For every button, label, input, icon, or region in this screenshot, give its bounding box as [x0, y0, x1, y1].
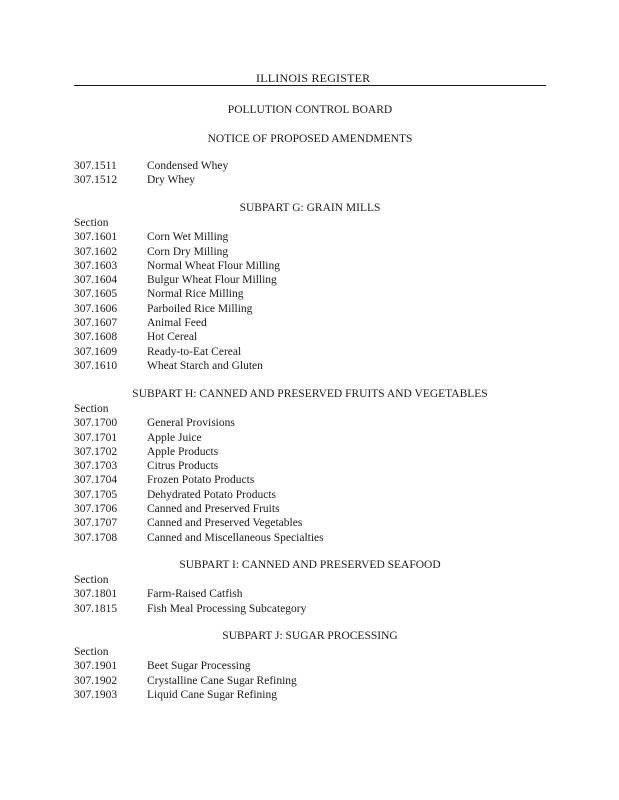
page-header: [74, 70, 546, 86]
section-label: Section: [74, 646, 109, 658]
section-number: 307.1603: [74, 259, 118, 272]
list-item: [74, 587, 546, 601]
list-item: [74, 159, 546, 173]
subpart-j-title: SUBPART J: SUGAR PROCESSING: [222, 630, 398, 642]
list-item: [74, 302, 546, 316]
section-description: Hot Cereal: [147, 331, 198, 344]
section-description: Apple Juice: [147, 431, 202, 444]
section-number: 307.1708: [74, 531, 118, 544]
list-item: [74, 273, 546, 287]
list-item: [74, 330, 546, 344]
section-description: Condensed Whey: [147, 160, 229, 172]
section-description: Corn Wet Milling: [147, 231, 229, 244]
section-description: Beet Sugar Processing: [147, 660, 251, 673]
section-number: 307.1610: [74, 359, 118, 372]
section-description: Liquid Cane Sugar Refining: [147, 688, 277, 701]
section-number: 307.1700: [74, 417, 118, 430]
section-number: 307.1511: [74, 160, 117, 172]
list-item: [74, 345, 546, 359]
list-item: [74, 259, 546, 273]
register-title: ILLINOIS REGISTER: [256, 71, 371, 85]
section-number: 307.1801: [74, 588, 118, 601]
section-description: General Provisions: [147, 417, 235, 430]
list-item: [74, 602, 546, 616]
section-number: 307.1512: [74, 174, 118, 187]
list-item: [74, 459, 546, 473]
section-number: 307.1815: [74, 602, 118, 615]
section-number: 307.1902: [74, 674, 118, 687]
section-description: Parboiled Rice Milling: [147, 302, 253, 315]
section-description: Canned and Preserved Fruits: [147, 503, 280, 516]
list-item: [74, 502, 546, 516]
section-number: 307.1705: [74, 488, 118, 501]
section-number: 307.1707: [74, 517, 118, 530]
list-item: [74, 674, 546, 688]
agency-name: POLLUTION CONTROL BOARD: [227, 104, 393, 116]
notice-title: NOTICE OF PROPOSED AMENDMENTS: [207, 133, 413, 145]
list-item: [74, 473, 546, 487]
subpart-h-title: SUBPART H: CANNED AND PRESERVED FRUITS AND VEGETABLES: [132, 388, 488, 400]
section-description: Corn Dry Milling: [147, 245, 229, 258]
subpart-g-title: SUBPART G: GRAIN MILLS: [239, 202, 381, 214]
section-description: Animal Feed: [147, 317, 207, 330]
section-description: Normal Rice Milling: [147, 288, 244, 301]
intro-section-list: [74, 159, 546, 188]
section-number: 307.1606: [74, 302, 118, 315]
list-item: [74, 230, 546, 244]
section-number: 307.1701: [74, 431, 118, 444]
section-description: Dry Whey: [147, 174, 196, 187]
list-item: [74, 531, 546, 545]
list-item: [74, 431, 546, 445]
list-item: [74, 245, 546, 259]
section-description: Apple Products: [147, 445, 219, 458]
section-number: 307.1602: [74, 245, 118, 258]
section-number: 307.1901: [74, 660, 118, 673]
subpart-g-list: [74, 216, 546, 373]
section-description: Wheat Starch and Gluten: [147, 359, 263, 372]
section-description: Canned and Miscellaneous Specialties: [147, 531, 324, 544]
list-item: [74, 659, 546, 673]
section-description: Normal Wheat Flour Milling: [147, 259, 280, 272]
section-label: Section: [74, 217, 109, 229]
section-number: 307.1601: [74, 231, 118, 244]
section-description: Frozen Potato Products: [147, 474, 255, 487]
section-number: 307.1702: [74, 445, 118, 458]
list-item: [74, 287, 546, 301]
header-rule: [74, 85, 546, 86]
section-description: Citrus Products: [147, 460, 219, 473]
section-description: Farm-Raised Catfish: [147, 588, 243, 601]
list-item: [74, 688, 546, 702]
list-item: [74, 173, 546, 187]
list-item: [74, 316, 546, 330]
section-number: 307.1706: [74, 503, 118, 516]
section-description: Bulgur Wheat Flour Milling: [147, 274, 277, 287]
section-number: 307.1704: [74, 474, 118, 487]
section-number: 307.1607: [74, 317, 118, 330]
section-description: Crystalline Cane Sugar Refining: [147, 674, 297, 687]
subpart-h-list: [74, 402, 546, 545]
section-number: 307.1608: [74, 331, 118, 344]
section-description: Canned and Preserved Vegetables: [147, 517, 303, 530]
section-label: Section: [74, 403, 109, 415]
section-number: 307.1604: [74, 274, 118, 287]
list-item: [74, 516, 546, 530]
section-number: 307.1605: [74, 288, 118, 301]
subpart-i-list: [74, 573, 546, 616]
section-number: 307.1703: [74, 460, 118, 473]
section-description: Fish Meal Processing Subcategory: [147, 602, 307, 615]
list-item: [74, 488, 546, 502]
list-item: [74, 445, 546, 459]
list-item: [74, 416, 546, 430]
section-description: Dehydrated Potato Products: [147, 488, 277, 501]
subpart-i-title: SUBPART I: CANNED AND PRESERVED SEAFOOD: [179, 559, 441, 571]
subpart-j-list: [74, 645, 546, 702]
section-label: Section: [74, 574, 109, 586]
section-description: Ready-to-Eat Cereal: [147, 345, 242, 358]
list-item: [74, 359, 546, 373]
section-number: 307.1903: [74, 688, 118, 701]
section-number: 307.1609: [74, 345, 118, 358]
